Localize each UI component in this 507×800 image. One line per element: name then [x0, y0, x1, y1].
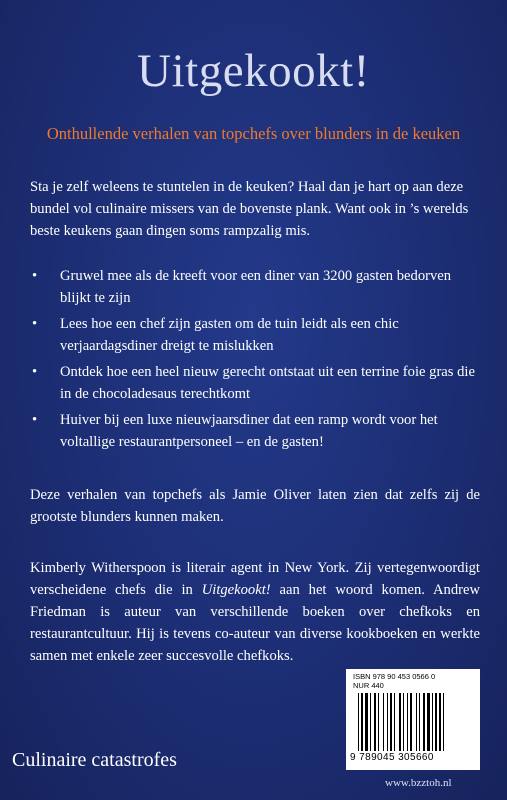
barcode-icon — [358, 693, 470, 751]
closing-paragraph: Deze verhalen van topchefs als Jamie Oliver laten zien dat zelfs zij de grootste blunders kunnen maken. — [30, 487, 480, 525]
bullet-text: Huiver bij een luxe nieuwjaarsdiner dat een ramp wordt voor het voltallige restaurantpersoneel – en de gasten! — [60, 412, 438, 450]
barcode-box — [346, 669, 480, 770]
book-title: Uitgekookt! — [137, 45, 370, 97]
series-name: Culinaire catastrofes — [12, 749, 177, 771]
authors-text-2: aan het woord komen. Andrew Friedman is auteur van verschillende boeken over chefkoks en restaurantcultuur. Hij is tevens co-auteur van diverse kookboeken en werkte samen met enkele zeer succesvolle chefkoks. — [30, 582, 481, 664]
bullet-text: Gruwel mee als de kreeft voor een diner van 3200 gasten bedorven blijkt te zijn — [60, 268, 452, 306]
bullet-text: Ontdek hoe een heel nieuw gerecht ontstaat uit een terrine foie gras die in de chocoladesaus terechtkomt — [60, 364, 475, 402]
isbn-label: ISBN 978 90 453 0566 0 — [353, 672, 436, 681]
intro-paragraph: Sta je zelf weleens te stuntelen in de keuken? Haal dan je hart op aan deze bundel vol culinaire missers van de bovenste plank. Want ook in ’s werelds beste keukens gaan dingen soms rampzalig mis. — [30, 179, 469, 239]
bullet-icon: • — [32, 364, 38, 380]
publisher-website: www.bzztoh.nl — [385, 777, 452, 789]
bullet-icon: • — [32, 268, 38, 284]
book-subtitle: Onthullende verhalen van topchefs over blunders in de keuken — [46, 124, 461, 143]
nur-label: NUR 440 — [353, 681, 384, 690]
bullet-item — [30, 265, 480, 309]
bullet-text: Lees hoe een chef zijn gasten om de tuin leidt als een chic verjaardagsdiner dreigt te mislukken — [60, 316, 399, 354]
bullet-item — [30, 409, 480, 453]
bullet-icon: • — [32, 412, 38, 428]
authors-paragraph — [30, 557, 480, 667]
authors-text-1: Kimberly Witherspoon is literair agent in New York. Zij vertegenwoordigt verscheidene chefs die in — [30, 560, 480, 598]
bullet-item — [30, 361, 480, 405]
bullet-item — [30, 313, 480, 357]
authors-book-title: Uitgekookt! — [201, 582, 271, 598]
bullet-list — [30, 265, 480, 457]
barcode-digits: 9 789045 305660 — [350, 752, 434, 763]
bullet-icon: • — [32, 316, 38, 332]
